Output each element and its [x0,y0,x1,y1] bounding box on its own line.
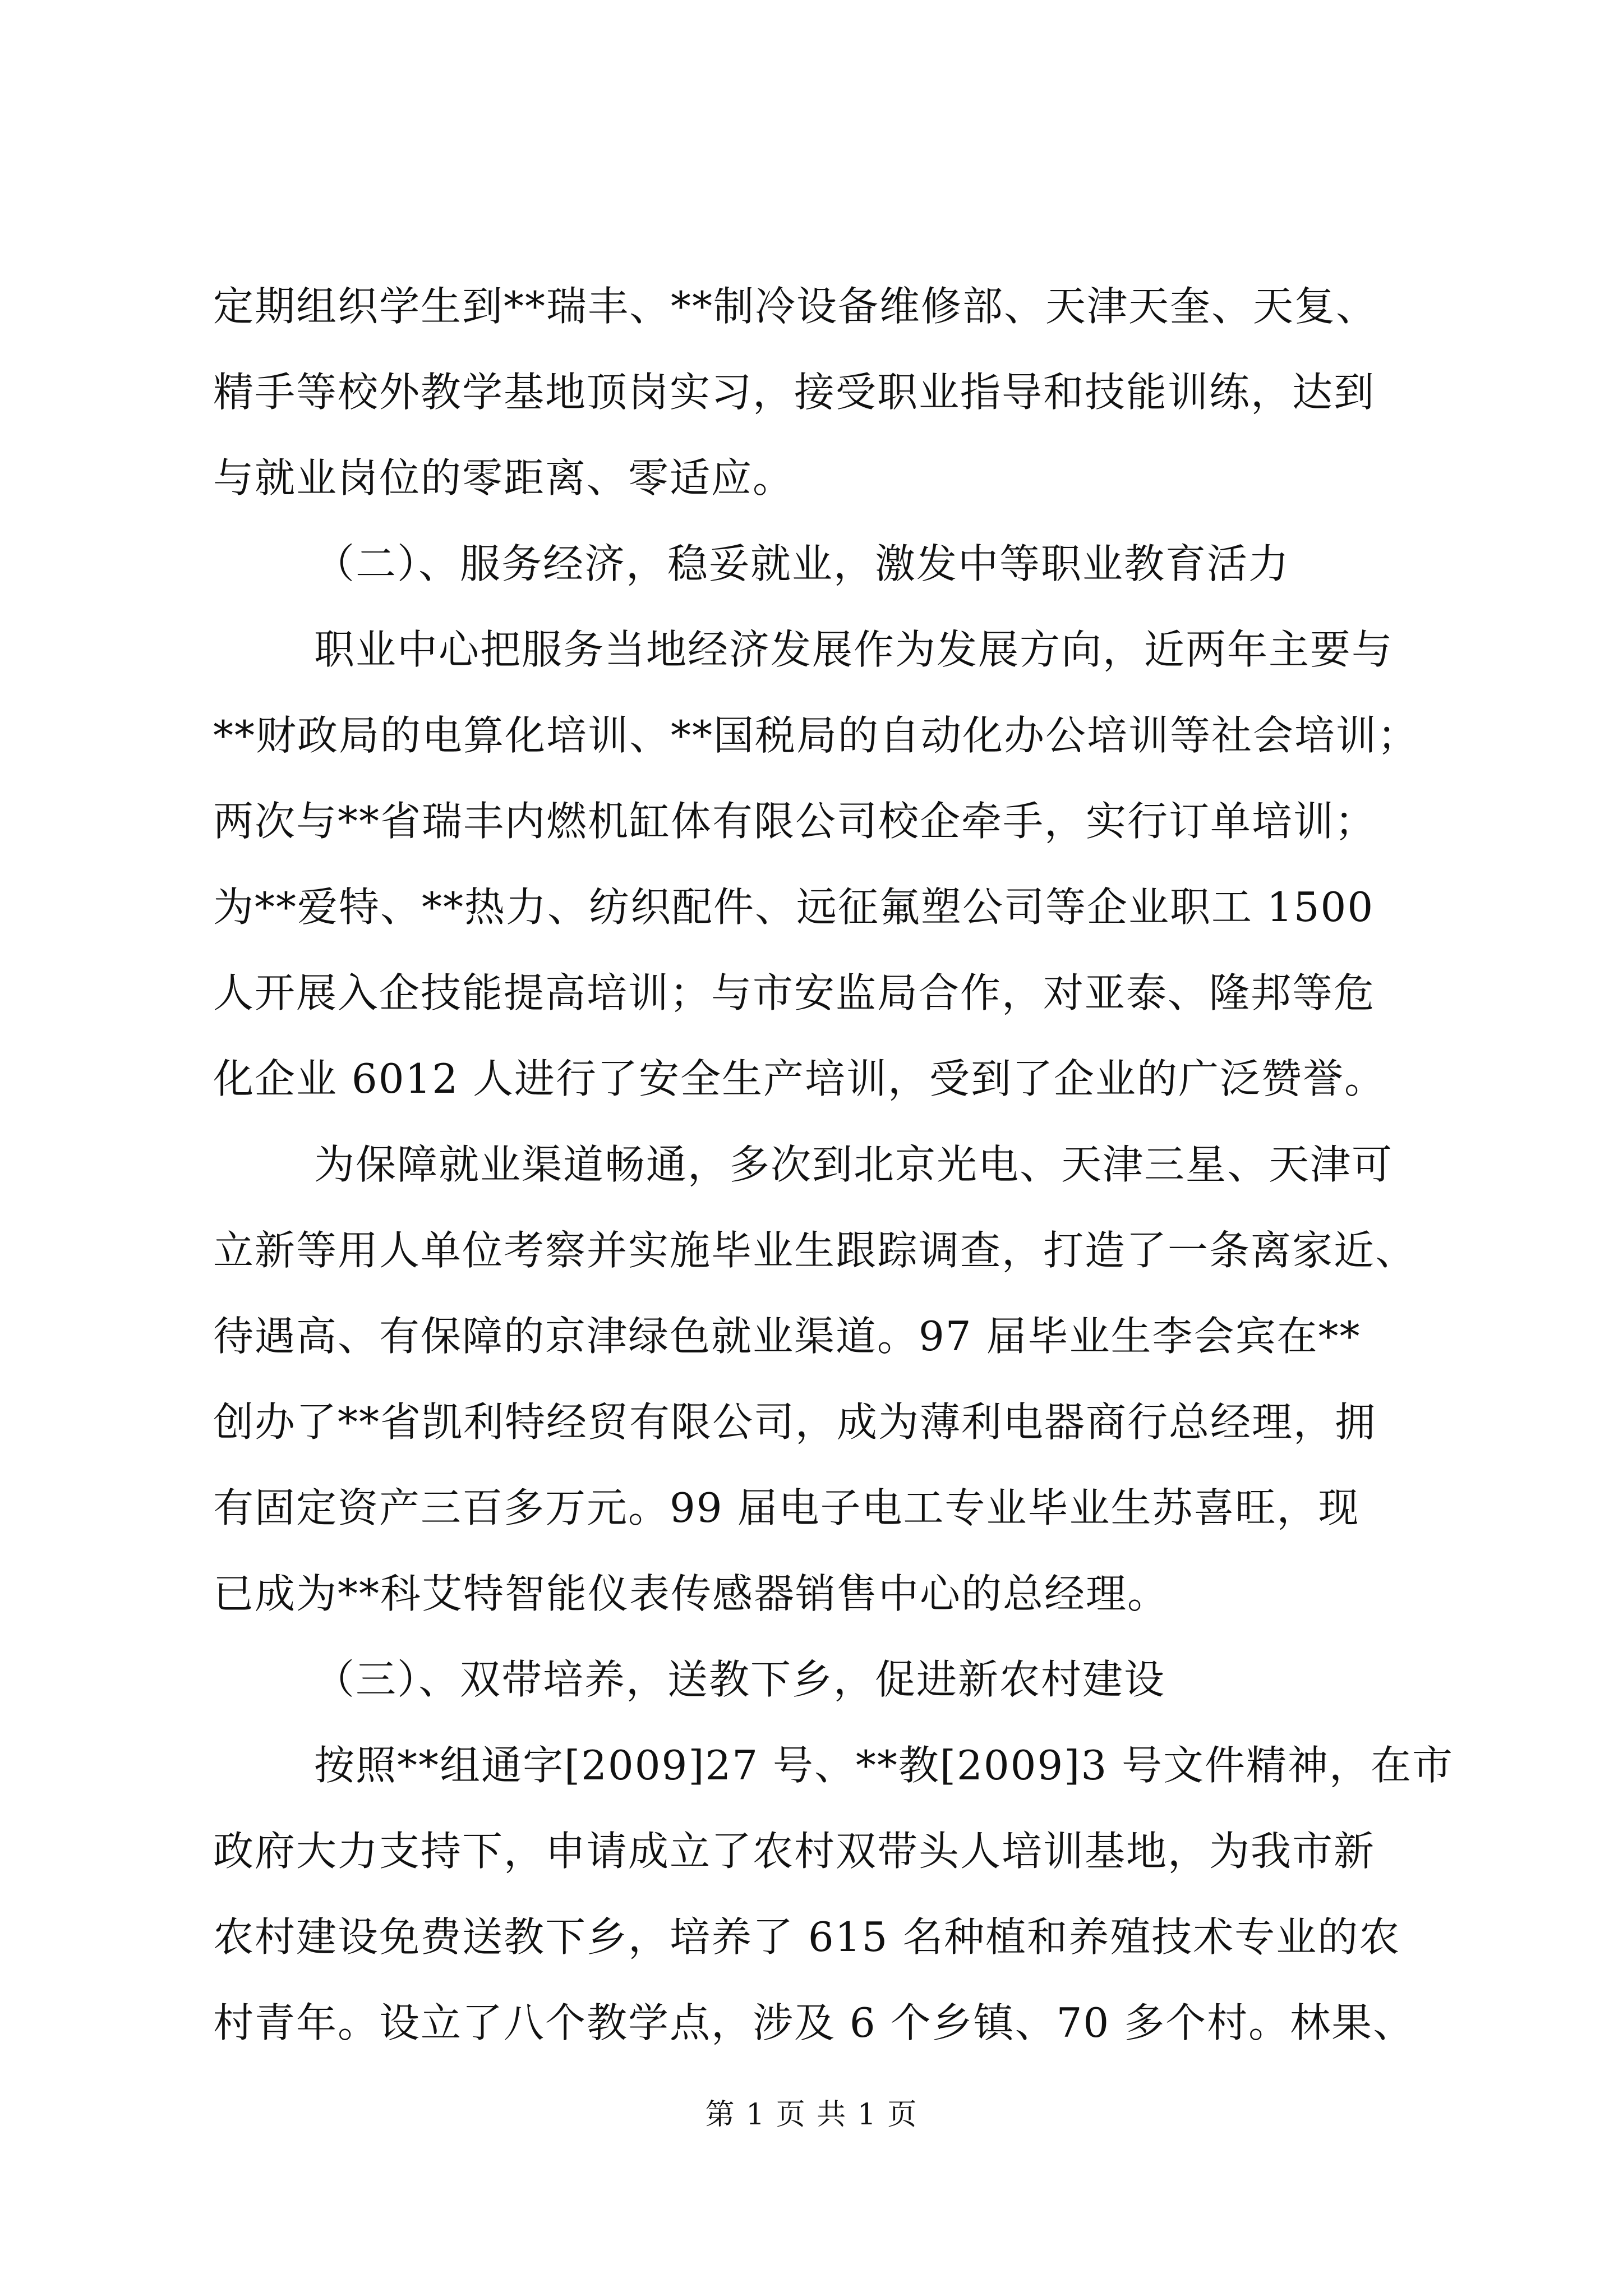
paragraph-line: 村青年。设立了八个教学点，涉及 6 个乡镇、70 多个村。林果、 [213,1999,1415,2046]
paragraph-line: 为保障就业渠道畅通，多次到北京光电、天津三星、天津可 [314,1141,1394,1188]
paragraph-line: 创办了**省凯利特经贸有限公司，成为薄利电器商行总经理，拥 [213,1398,1377,1446]
paragraph-line: 人开展入企技能提高培训；与市安监局合作，对亚泰、隆邦等危 [213,969,1376,1016]
paragraph-line: 待遇高、有保障的京津绿色就业渠道。97 届毕业生李会宾在** [213,1313,1361,1360]
paragraph-line: 为**爱特、**热力、纺织配件、远征氟塑公司等企业职工 1500 [213,884,1375,931]
paragraph-line: 精手等校外教学基地顶岗实习，接受职业指导和技能训练，达到 [213,369,1376,416]
paragraph-line: 与就业岗位的零距离、零适应。 [213,454,795,501]
paragraph-line: 化企业 6012 人进行了安全生产培训，受到了企业的广泛赞誉。 [213,1055,1386,1102]
paragraph-line: 农村建设免费送教下乡，培养了 615 名种植和养殖技术专业的农 [213,1913,1401,1961]
section-heading-3: （三）、双带培养，送教下乡，促进新农村建设 [314,1656,1166,1703]
paragraph-line: 立新等用人单位考察并实施毕业生跟踪调查，打造了一条离家近、 [213,1227,1417,1274]
paragraph-line: 定期组织学生到**瑞丰、**制冷设备维修部、天津天奎、天复、 [213,283,1378,330]
paragraph-line: 已成为**科艾特智能仪表传感器销售中心的总经理。 [213,1570,1169,1617]
paragraph-line: 两次与**省瑞丰内燃机缸体有限公司校企牵手，实行订单培训； [213,798,1377,845]
page-number-footer: 第 1 页 共 1 页 [705,2098,918,2132]
paragraph-line: 按照**组通字[2009]27 号、**教[2009]3 号文件精神，在市 [314,1742,1454,1789]
document-body [213,264,1454,2066]
section-heading-2: （二）、服务经济，稳妥就业，激发中等职业教育活力 [314,540,1290,587]
paragraph-line: 职业中心把服务当地经济发展作为发展方向，近两年主要与 [314,626,1394,673]
paragraph-line: 有固定资产三百多万元。99 届电子电工专业毕业生苏喜旺，现 [213,1484,1360,1531]
paragraph-line: 政府大力支持下，申请成立了农村双带头人培训基地，为我市新 [213,1828,1376,1875]
paragraph-line: **财政局的电算化培训、**国税局的自动化办公培训等社会培训； [213,712,1419,759]
